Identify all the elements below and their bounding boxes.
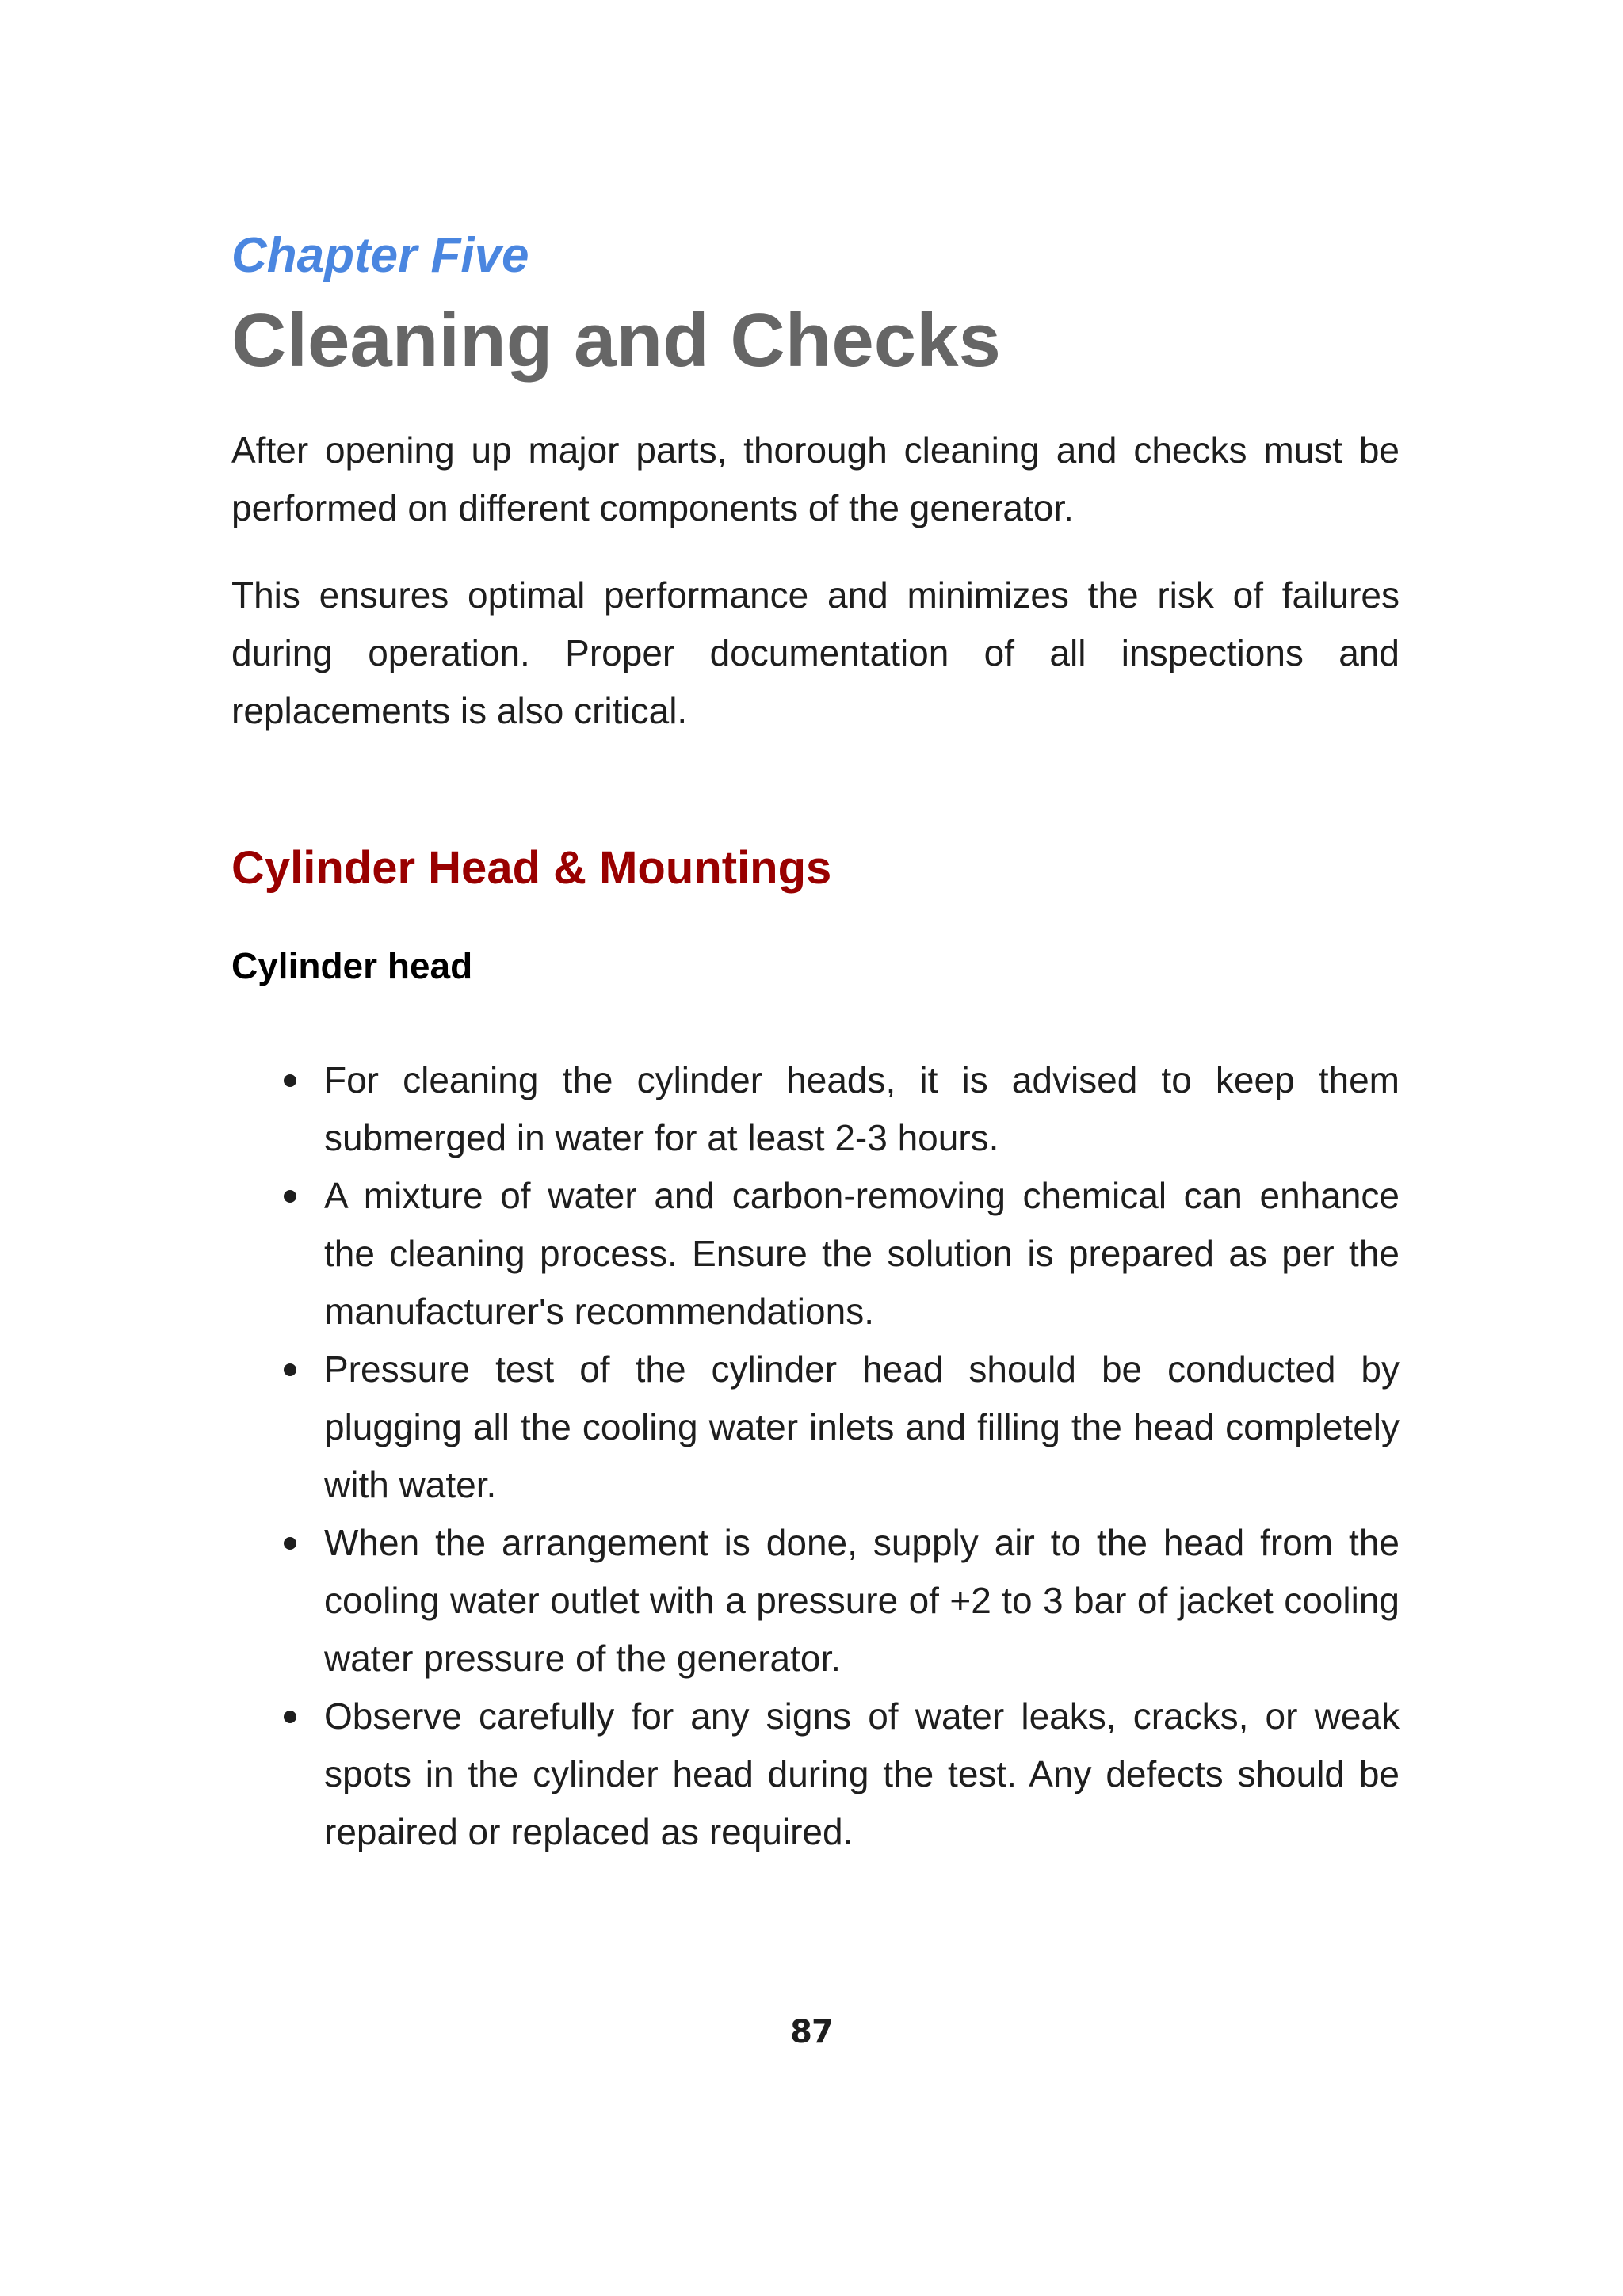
list-item-text: Pressure test of the cylinder head should be conducted by plugging all the cooling water inlets and filling the head completely with water. [324, 1348, 1400, 1505]
subsection-title: Cylinder head [231, 945, 473, 986]
intro-paragraph: After opening up major parts, thorough cleaning and checks must be performed on different components of the generator. [231, 429, 1400, 528]
list-item [231, 1167, 1400, 1341]
list-item-text: When the arrangement is done, supply air to the head from the cooling water outlet with a pressure of +2 to 3 bar of jacket cooling water pressure of the generator. [324, 1522, 1400, 1679]
list-item-text: A mixture of water and carbon-removing chemical can enhance the cleaning process. Ensure the solution is prepared as per the manufacturer's recommendations. [324, 1175, 1400, 1332]
chapter-title: Cleaning and Checks [231, 298, 1001, 383]
list-item [231, 1688, 1400, 1861]
section-title: Cylinder Head & Mountings [231, 842, 832, 894]
list-item-text: For cleaning the cylinder heads, it is advised to keep them submerged in water for at least 2-3 hours. [324, 1059, 1400, 1158]
bullet-icon [284, 1190, 296, 1203]
bullet-icon [284, 1074, 296, 1087]
bullet-icon [284, 1537, 296, 1550]
list-item-text: Observe carefully for any signs of water leaks, cracks, or weak spots in the cylinder head during the test. Any defects should be repaired or replaced as required. [324, 1695, 1400, 1852]
bullet-list [231, 1051, 1400, 1861]
page-number: 87 [790, 2014, 833, 2050]
list-item [231, 1341, 1400, 1514]
chapter-label: Chapter Five [231, 228, 529, 283]
bullet-icon [284, 1363, 296, 1376]
list-item [231, 1514, 1400, 1688]
page-content [231, 220, 1400, 1861]
intro-paragraph: This ensures optimal performance and minimizes the risk of failures during operation. Proper documentation of all inspections and replacements is also critical. [231, 574, 1400, 731]
bullet-icon [284, 1711, 296, 1723]
list-item [231, 1051, 1400, 1167]
